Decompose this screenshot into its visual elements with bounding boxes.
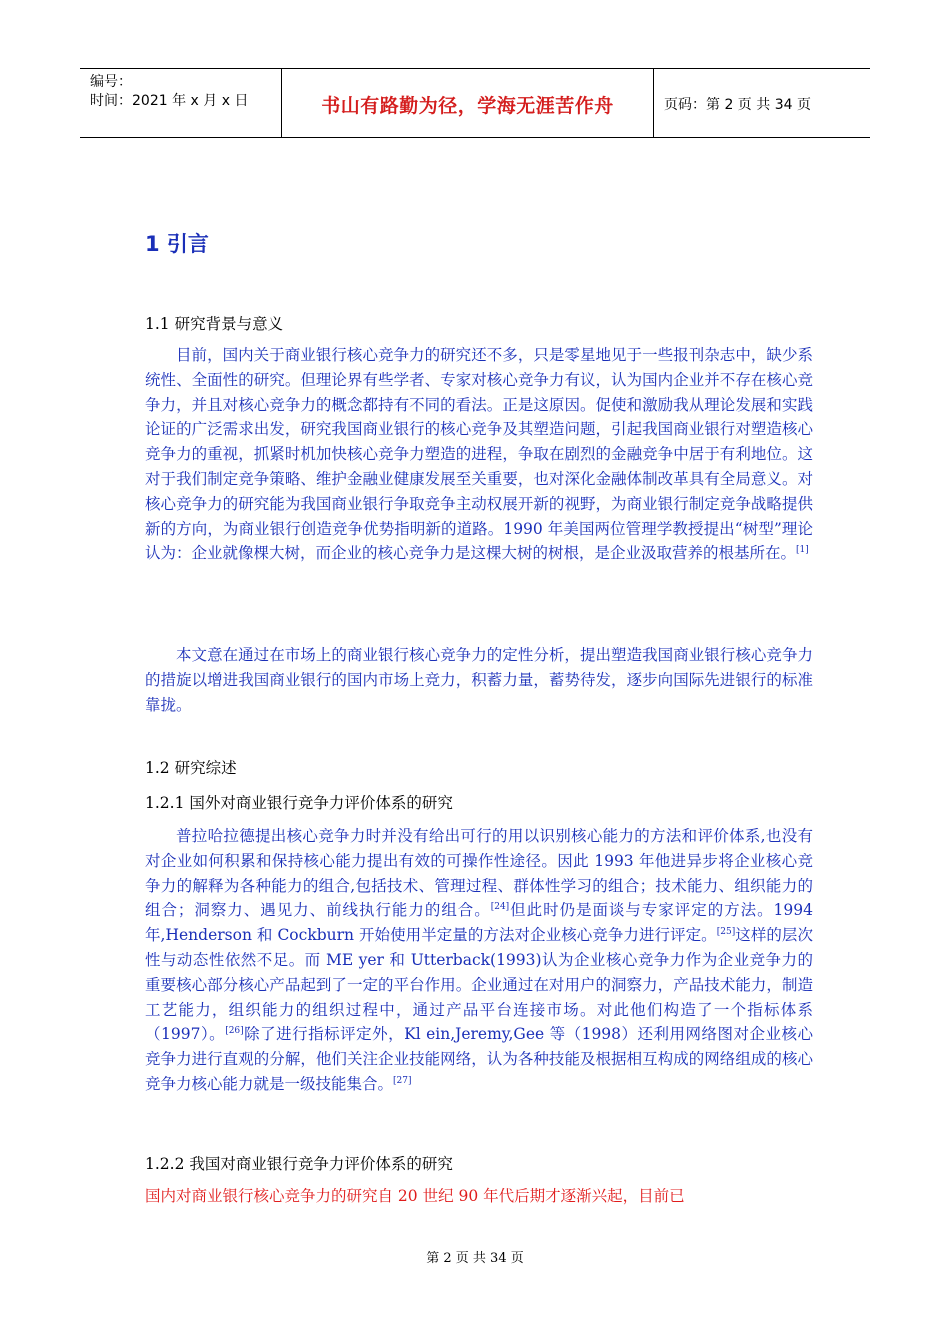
section-heading-1-2-1: 1.2.1 国外对商业银行竞争力评价体系的研究 bbox=[145, 794, 453, 812]
motto: 书山有路勤为径，学海无涯苦作舟 bbox=[282, 69, 654, 137]
paragraph-purpose: 本文意在通过在市场上的商业银行核心竞争力的定性分析，提出塑造我国商业银行核心竞争力的措旋以增进我国商业银行的国内市场上竞力，积蓄力量，蓄势待发，逐步向国际先进银行的标准靠拢。 bbox=[145, 646, 813, 714]
citation-24: [24] bbox=[490, 902, 510, 913]
page-footer: 第 2 页 共 34 页 bbox=[426, 1251, 524, 1266]
chapter-title: 1 引言 bbox=[145, 232, 209, 256]
paragraph-foreign-research bbox=[145, 824, 813, 1097]
paragraph-foreign-research-part-b: 但此时仍是面谈与专家评定的方法。1994 年,Henderson 和 Cockburn 开始使用半定量的方法对企业核心竞争力进行评定。 bbox=[145, 901, 813, 945]
section-heading-1-2-2: 1.2.2 我国对商业银行竞争力评价体系的研究 bbox=[145, 1155, 453, 1173]
number-label: 编号： bbox=[90, 74, 132, 90]
paragraph-domestic-research: 国内对商业银行核心竞争力的研究自 20 世纪 90 年代后期才逐渐兴起，目前已 bbox=[145, 1187, 685, 1205]
citation-1: [1] bbox=[796, 545, 809, 556]
citation-27: [27] bbox=[393, 1075, 412, 1086]
section-heading-1-2: 1.2 研究综述 bbox=[145, 759, 237, 777]
header-left-cell bbox=[80, 69, 282, 137]
paragraph-background-text: 目前，国内关于商业银行核心竞争力的研究还不多，只是零星地见于一些报刊杂志中，缺少系统性、全面性的研究。但理论界有些学者、专家对核心竞争力有议，认为国内企业并不存在核心竞争力，并且对核心竞争力的概念都持有不同的看法。正是这原因。促使和激励我从理论发展和实践论证的广泛需求出发，研究我国商业银行的核心竞争及其塑造问题，引起我国商业银行对塑造核心竞争力的重视，抓紧时机加快核心竞争力塑造的进程，争取在剧烈的金融竞争中居于有利地位。这对于我们制定竞争策略、维护金融业健康发展至关重要，也对深化金融体制改革具有全局意义。对核心竞争力的研究能为我国商业银行争取竞争主动权展开新的视野，为商业银行制定竞争战略提供新的方向，为商业银行创造竞争优势指明新的道路。1990 年美国两位管理学教授提出“树型”理论认为：企业就像棵大树，而企业的核心竞争力是这棵大树的树根，是企业汲取营养的根基所在。 bbox=[145, 346, 813, 563]
header-table bbox=[80, 68, 870, 138]
section-heading-1-1: 1.1 研究背景与意义 bbox=[145, 315, 284, 333]
page-info: 页码：第 2 页 共 34 页 bbox=[664, 97, 811, 113]
date-label: 时间：2021 年 x 月 x 日 bbox=[90, 93, 249, 109]
citation-26: [26] bbox=[225, 1026, 244, 1037]
paragraph-background bbox=[145, 343, 813, 566]
paragraph-foreign-research-part-c: 这样的层次性与动态性依然不足。而 ME yer 和 Utterback(1993)认为企业核心竞争力作为企业竞争力的重要核心部分核心产品起到了一定的平台作用。企业通过在对用户的洞察力，产品技术能力，制造工艺能力，组织能力的组织过程中，通过产品平台连接市场。对此他们构造了一个指标体系（1997）。 bbox=[145, 926, 813, 1044]
paragraph-foreign-research-part-a: 普拉哈拉德提出核心竞争力时并没有给出可行的用以识别核心能力的方法和评价体系,也没有对企业如何积累和保持核心能力提出有效的可操作性途径。因此 1993 年他进异步将企业核心竞争力的解释为各种能力的组合,包括技术、管理过程、群体性学习的组合；技术能力、组织能力的组合；洞察力、遇见力、前线执行能力的组合。 bbox=[145, 827, 813, 920]
paragraph-foreign-research-part-d: 除了进行指标评定外，Kl ein,Jeremy,Gee 等（1998）还利用网络图对企业核心竞争力进行直观的分解，他们关注企业技能网络，认为各种技能及根据相互构成的网络组成的核心竞争力核心能力就是一级技能集合。 bbox=[145, 1025, 813, 1093]
citation-25: [25] bbox=[716, 927, 736, 938]
